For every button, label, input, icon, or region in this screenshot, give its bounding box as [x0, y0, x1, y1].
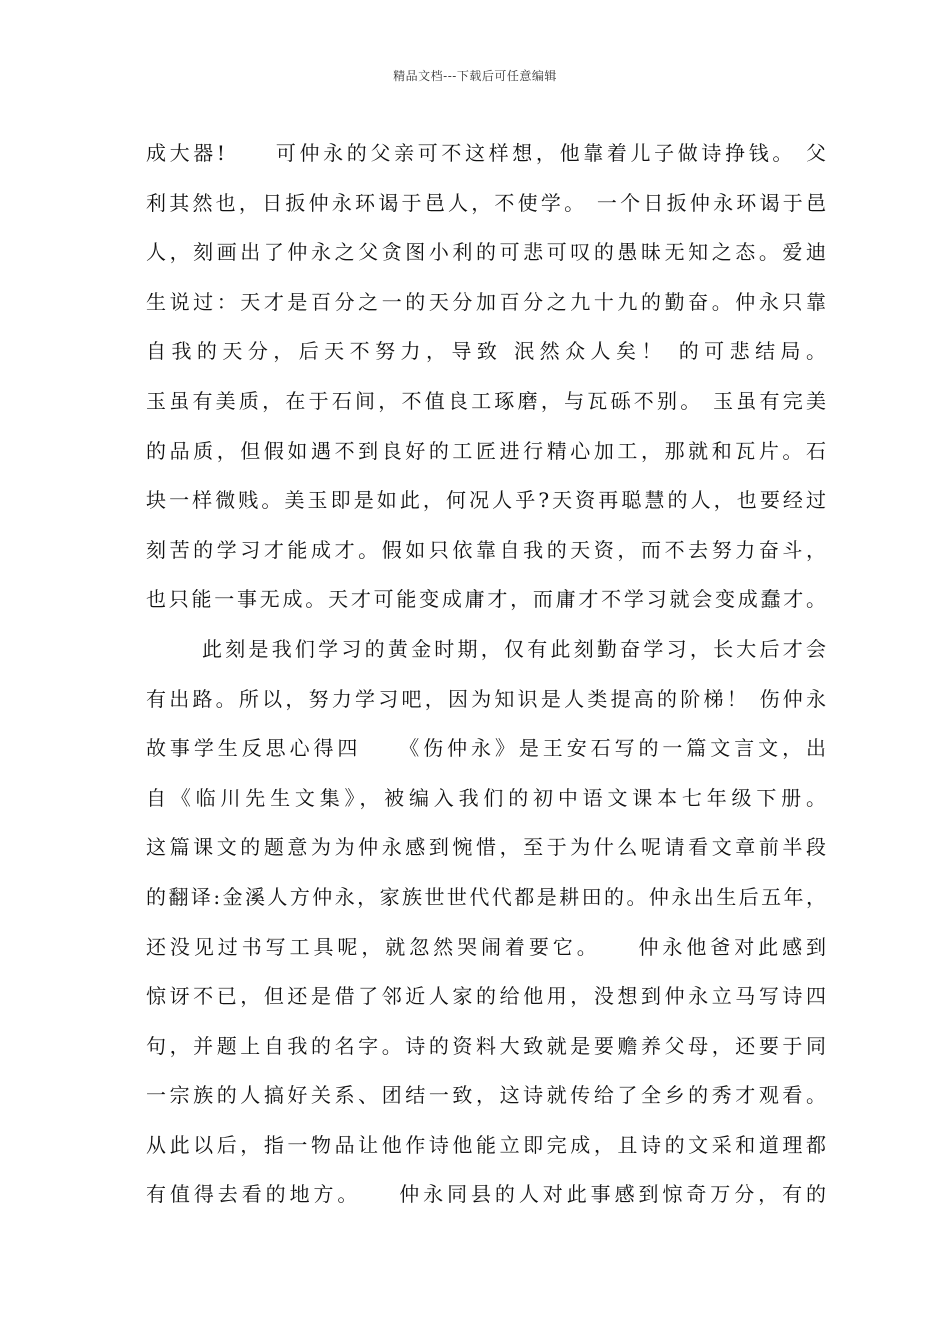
text-line: 块一样微贱。美玉即是如此，何况人乎?天资再聪慧的人，也要经过: [146, 488, 826, 513]
text-line: 自《临川先生文集》，被编入我们的初中语文课本七年级下册。: [146, 785, 826, 810]
text-line: 有出路。所以，努力学习吧，因为知识是人类提高的阶梯！ 伤仲永: [146, 686, 826, 711]
text-line: 惊讶不已，但还是借了邻近人家的给他用，没想到仲永立马写诗四: [146, 984, 826, 1009]
text-line: 一宗族的人搞好关系、团结一致，这诗就传给了全乡的秀才观看。: [146, 1083, 826, 1108]
text-line: 利其然也，日扳仲永环谒于邑人，不使学。 一个日扳仲永环谒于邑: [146, 190, 826, 215]
text-line: 玉虽有美质，在于石间，不值良工琢磨，与瓦砾不别。 玉虽有完美: [146, 388, 826, 413]
text-line: 此刻是我们学习的黄金时期，仅有此刻勤奋学习，长大后才会: [202, 636, 826, 661]
text-line: 的翻译:金溪人方仲永，家族世世代代都是耕田的。仲永出生后五年，: [146, 884, 826, 909]
body-text: [146, 133, 826, 1224]
text-line: 还没见过书写工具呢，就忽然哭闹着要它。 仲永他爸对此感到: [146, 934, 826, 959]
text-line: 也只能一事无成。天才可能变成庸才，而庸才不学习就会变成蠢才。: [146, 587, 826, 612]
text-line: 自我的天分，后天不努力，导致 泯然众人矣！ 的可悲结局。: [146, 339, 826, 364]
text-line: 刻苦的学习才能成才。假如只依靠自我的天资，而不去努力奋斗，: [146, 537, 826, 562]
text-line: 故事学生反思心得四 《伤仲永》是王安石写的一篇文言文，出: [146, 736, 826, 761]
text-line: 的品质，但假如遇不到良好的工匠进行精心加工，那就和瓦片。石: [146, 438, 826, 463]
page-header: 精品文档---下载后可任意编辑: [393, 69, 557, 83]
text-line: 生说过：天才是百分之一的天分加百分之九十九的勤奋。仲永只靠: [146, 289, 826, 314]
text-line: 有值得去看的地方。 仲永同县的人对此事感到惊奇万分，有的: [146, 1182, 826, 1207]
text-line: 人，刻画出了仲永之父贪图小利的可悲可叹的愚昧无知之态。爱迪: [146, 240, 826, 265]
text-line: 句，并题上自我的名字。诗的资料大致就是要赡养父母，还要于同: [146, 1033, 826, 1058]
text-line: 这篇课文的题意为为仲永感到惋惜，至于为什么呢请看文章前半段: [146, 835, 826, 860]
text-line: 从此以后，指一物品让他作诗他能立即完成，且诗的文采和道理都: [146, 1132, 826, 1157]
text-line: 成大器! 可仲永的父亲可不这样想，他靠着儿子做诗挣钱。 父: [146, 141, 826, 165]
